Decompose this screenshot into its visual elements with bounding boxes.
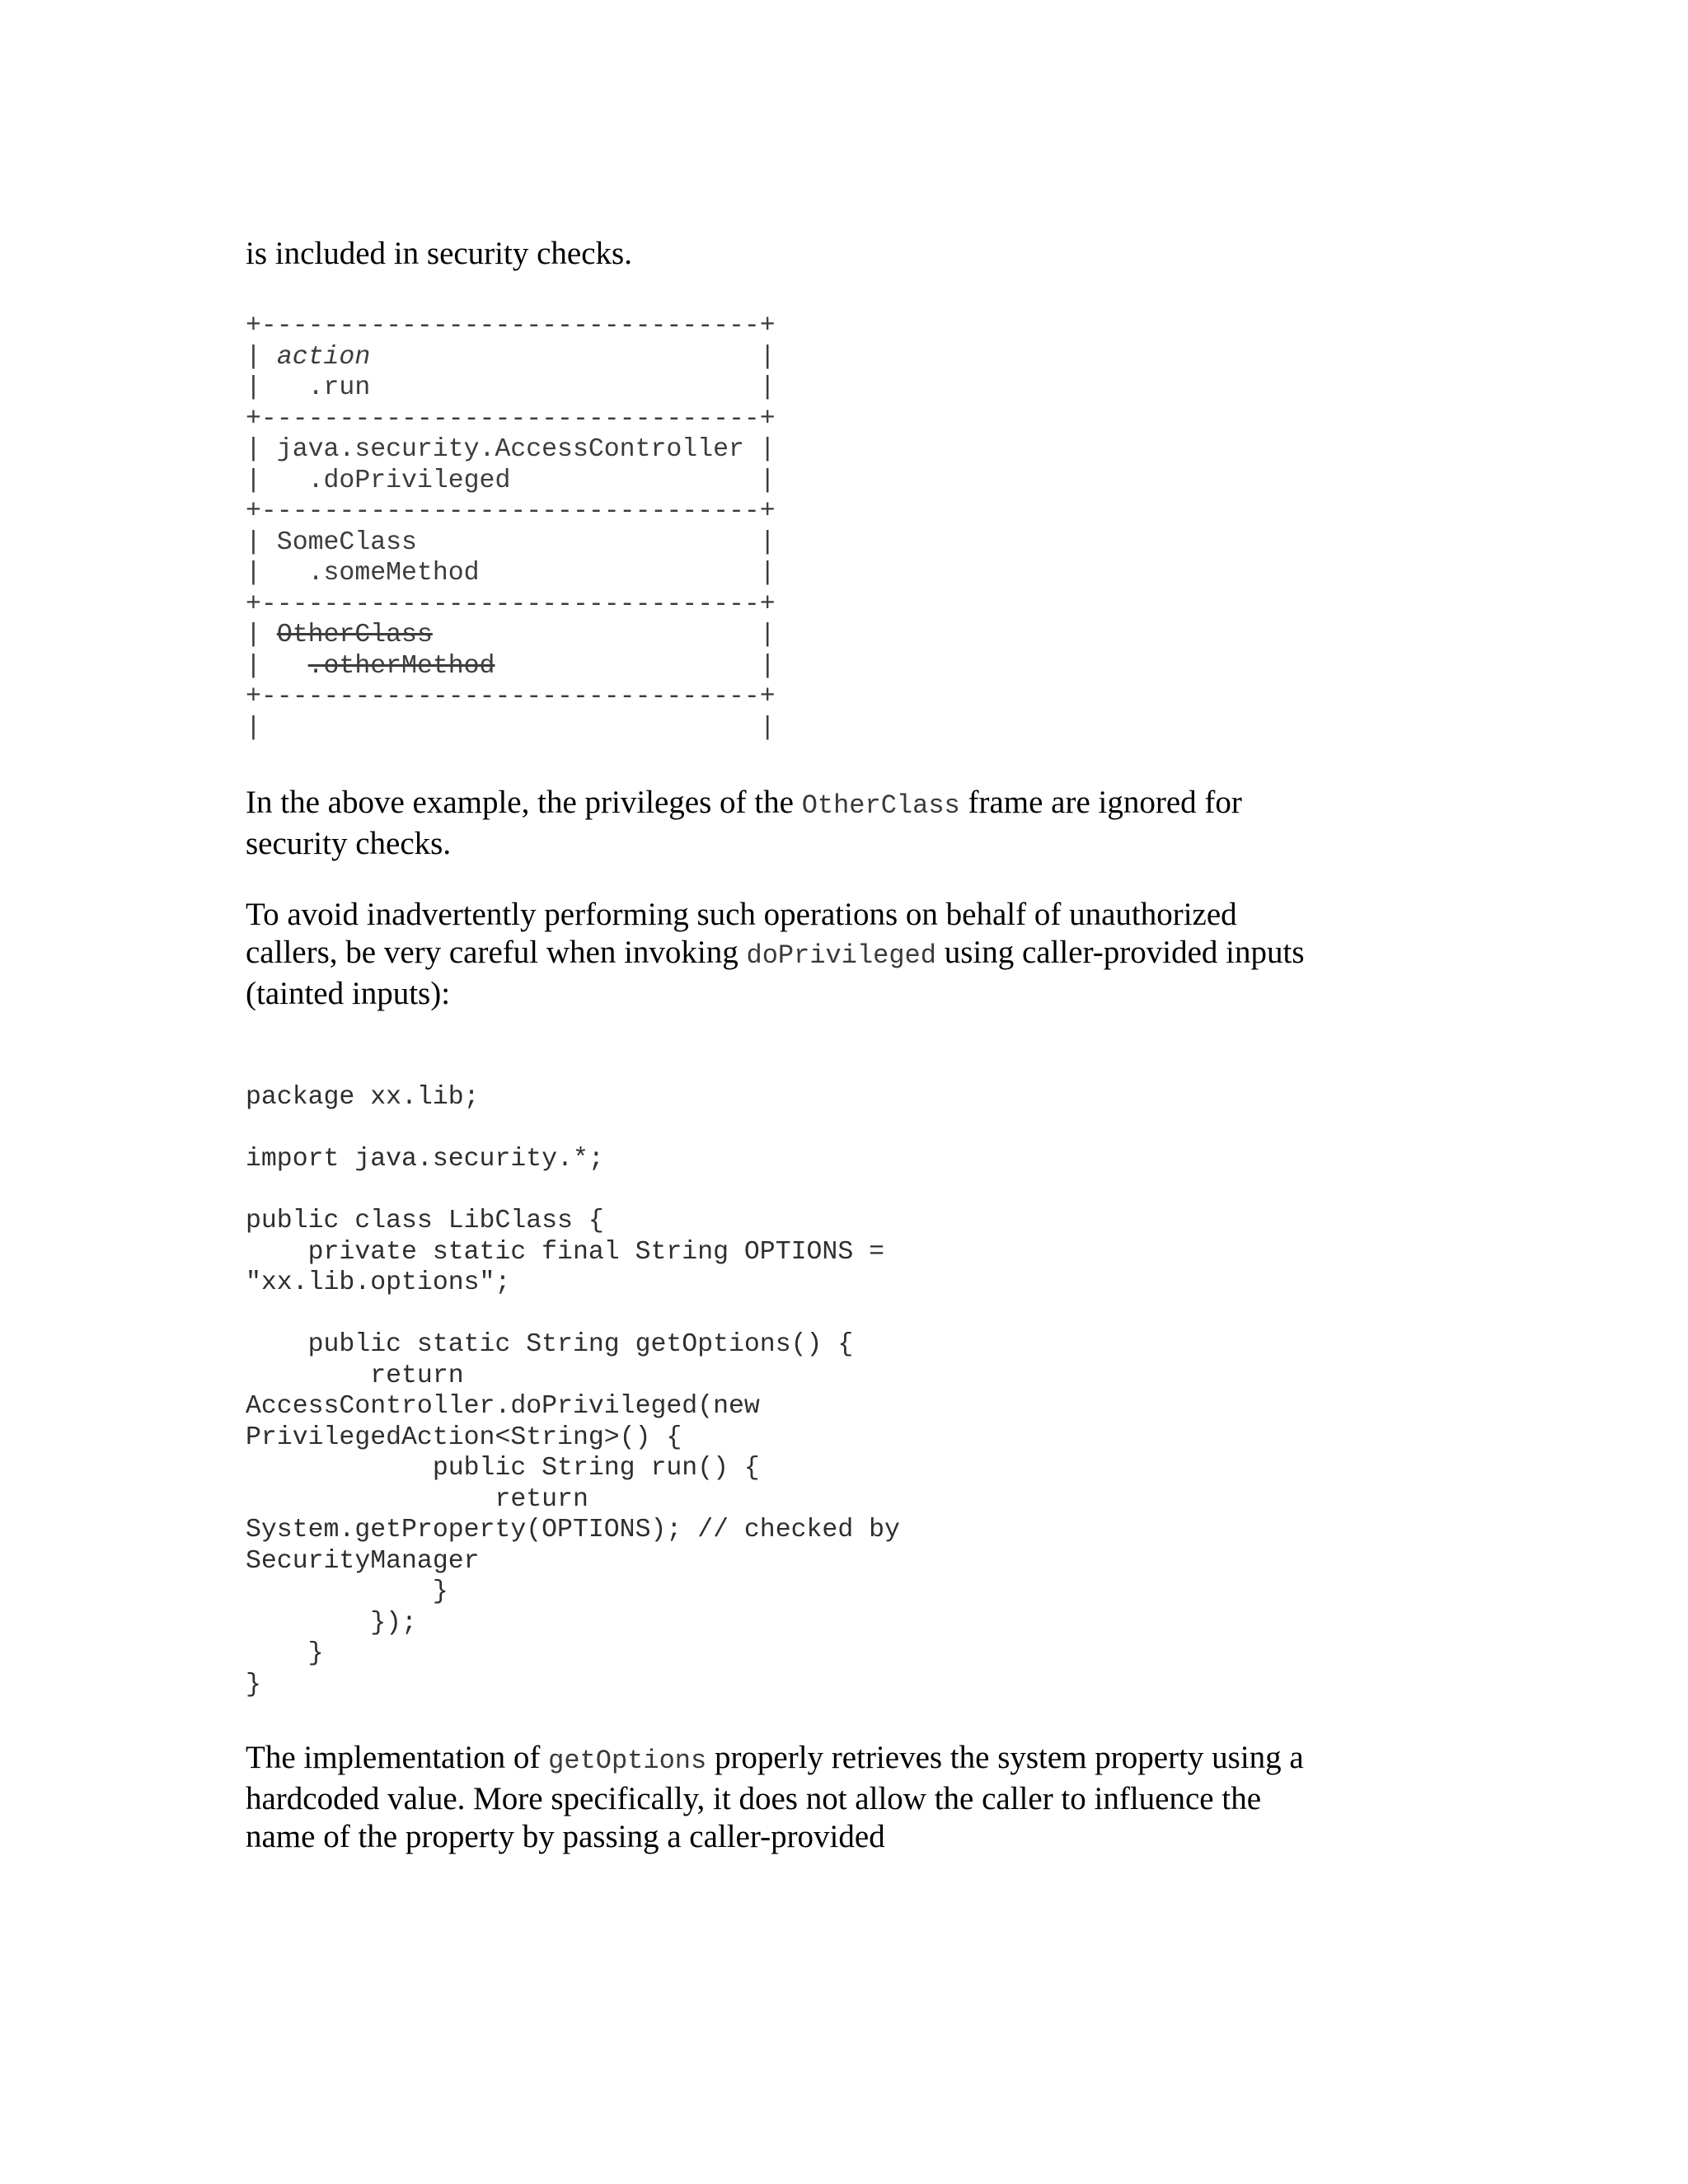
diagram-row-text: action [276, 342, 371, 372]
intro-line: is included in security checks. [246, 236, 632, 271]
diagram-row [246, 496, 776, 527]
code-line: public class LibClass { [246, 1207, 604, 1235]
diagram-row [246, 682, 776, 713]
code-line: } [246, 1577, 448, 1606]
diagram-row-text: | .someMethod | [246, 559, 776, 588]
code-line: PrivilegedAction<String>() { [246, 1422, 682, 1452]
code-line: private static final String OPTIONS = [246, 1237, 885, 1267]
code-line [246, 1299, 900, 1330]
diagram-row [246, 558, 776, 589]
diagram-row-text: | [370, 342, 776, 372]
code-line: AccessController.doPrivileged(new [246, 1392, 760, 1421]
code-line: public static String getOptions() { [246, 1330, 854, 1359]
code-line: public String run() { [246, 1454, 760, 1483]
code-line: "xx.lib.options"; [246, 1268, 511, 1297]
diagram-row [246, 527, 776, 559]
doprivileged-inline-code: doPrivileged [746, 940, 936, 971]
code-line: return [246, 1361, 464, 1390]
diagram-row [246, 466, 776, 497]
code-line: import java.security.*; [246, 1145, 604, 1174]
diagram-row [246, 434, 776, 466]
privileges-text-before: In the above example, the privileges of the [246, 785, 802, 820]
diagram-row [246, 311, 776, 342]
diagram-row-text: +--------------------------------+ [246, 589, 776, 619]
avoid-text-before: To avoid inadvertently performing such operations on behalf of unauthorized callers, be very careful when invoking [246, 897, 1237, 970]
diagram-row [246, 373, 776, 404]
diagram-row-text: +--------------------------------+ [246, 404, 776, 434]
avoid-paragraph [246, 896, 1317, 1013]
diagram-row-text: | [246, 342, 277, 372]
impl-text-before: The implementation of [246, 1740, 549, 1775]
code-line: return [246, 1484, 588, 1514]
impl-text-after: properly retrieves the system property using a hardcoded value. More specifically, it does not allow the caller to influence the name of the property by passing a caller-provided [246, 1740, 1304, 1854]
diagram-row [246, 404, 776, 435]
diagram-row-text: .otherMethod [307, 651, 495, 681]
code-line: } [246, 1639, 324, 1668]
diagram-row-text: | [246, 651, 308, 681]
diagram-row-text: | [495, 651, 776, 681]
implementation-paragraph [246, 1739, 1317, 1856]
otherclass-inline-code: OtherClass [801, 790, 960, 821]
code-line: System.getProperty(OPTIONS); // checked by [246, 1516, 900, 1544]
diagram-row [246, 620, 776, 651]
diagram-row-text: OtherClass [276, 621, 433, 649]
privileges-text-after: frame are ignored for security checks. [246, 785, 1242, 861]
diagram-row-text: +--------------------------------+ [246, 497, 776, 526]
getoptions-inline-code: getOptions [548, 1746, 707, 1776]
code-line: } [246, 1670, 261, 1699]
code-line: SecurityManager [246, 1546, 480, 1576]
diagram-row-text: | SomeClass | [246, 527, 776, 557]
call-stack-diagram [246, 311, 776, 743]
diagram-row-text: | .doPrivileged | [246, 466, 776, 495]
code-line: }); [246, 1608, 417, 1638]
code-line: package xx.lib; [246, 1083, 480, 1112]
diagram-row-text: | .run | [246, 373, 776, 402]
code-listing [246, 1082, 900, 1700]
diagram-row-text: | java.security.AccessController | [246, 435, 776, 464]
diagram-row [246, 651, 776, 682]
code-line [246, 1175, 900, 1207]
diagram-row-text: | [432, 621, 776, 649]
privileges-paragraph [246, 784, 1317, 863]
diagram-row-text: +--------------------------------+ [246, 312, 776, 340]
diagram-row [246, 342, 776, 373]
diagram-row [246, 589, 776, 621]
diagram-row-text: | | [246, 713, 776, 743]
diagram-row-text: | [246, 621, 277, 649]
code-line [246, 1113, 900, 1145]
diagram-row-text: +--------------------------------+ [246, 682, 776, 711]
diagram-row [246, 713, 776, 744]
avoid-text-after: using caller-provided inputs (tainted inputs): [246, 935, 1305, 1011]
